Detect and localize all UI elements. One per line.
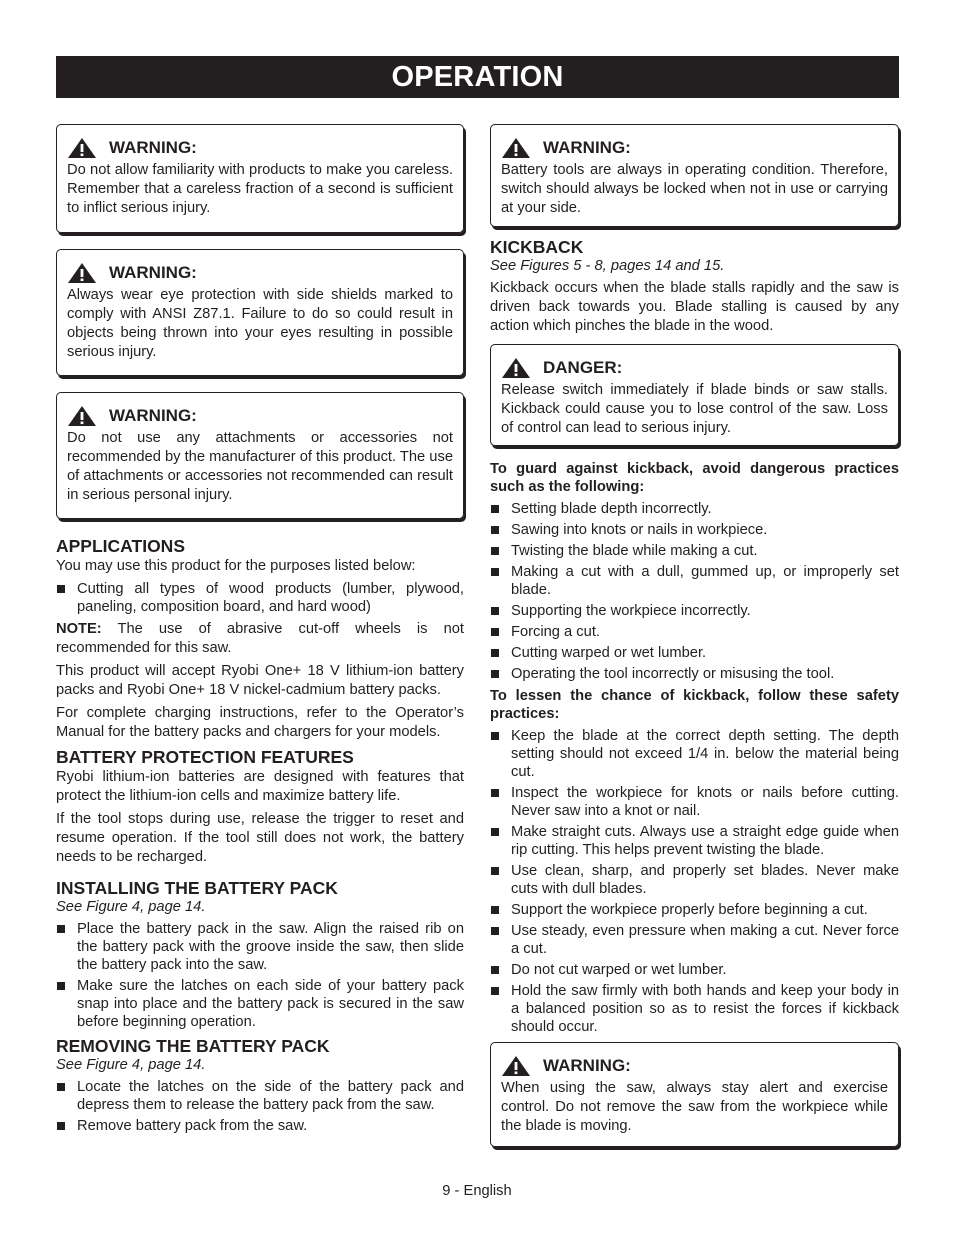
bullet-square-icon <box>57 1122 65 1130</box>
warning-header <box>501 1055 888 1077</box>
kickback-heading: KICKBACK <box>490 237 584 257</box>
note-paragraph <box>56 620 464 658</box>
list-item <box>490 563 899 599</box>
list-item <box>56 920 464 974</box>
applications-heading: APPLICATIONS <box>56 536 185 556</box>
list-item-text: Supporting the workpiece incorrectly. <box>511 603 751 619</box>
list-item <box>56 977 464 1031</box>
danger-label: DANGER: <box>543 358 623 377</box>
bullet-square-icon <box>491 828 499 836</box>
bullet-square-icon <box>57 1083 65 1091</box>
warning-triangle-icon <box>67 137 97 159</box>
warning-box <box>490 124 899 227</box>
warning-box <box>490 1042 899 1147</box>
warning-label: WARNING: <box>543 138 631 157</box>
lessen-heading: To lessen the chance of kickback, follow these safety practices: <box>490 688 899 722</box>
warning-label: WARNING: <box>109 263 197 282</box>
charging-paragraph: For complete charging instructions, refer to the Operator’s Manual for the battery packs and chargers for your models. <box>56 705 464 740</box>
warning-label: WARNING: <box>543 1056 631 1075</box>
kickback-see-figure: See Figures 5 - 8, pages 14 and 15. <box>490 258 725 274</box>
warning-box <box>56 249 464 376</box>
warning-label: WARNING: <box>109 138 197 157</box>
bullet-square-icon <box>491 867 499 875</box>
list-item-text: Setting blade depth incorrectly. <box>511 501 712 517</box>
warning-text: Do not allow familiarity with products to make you careless. Remember that a careless fraction of a second is sufficient to inflict serious injury. <box>67 162 453 216</box>
lessen-list <box>490 727 899 1036</box>
list-item-text: Cutting all types of wood products (lumber, plywood, paneling, composition board, and hard wood) <box>77 581 464 615</box>
list-item <box>490 521 899 539</box>
warning-text: When using the saw, always stay alert and exercise control. Do not remove the saw from the workpiece while the blade is moving. <box>501 1080 888 1134</box>
list-item <box>490 961 899 979</box>
list-item-text: Keep the blade at the correct depth setting. The depth setting should not exceed 1/4 in. below the material being cut. <box>511 728 899 780</box>
applications-list <box>56 580 464 616</box>
installing-heading: INSTALLING THE BATTERY PACK <box>56 878 338 898</box>
list-item-text: Hold the saw firmly with both hands and keep your body in a balanced position so as to resist the forces if kickback should occur. <box>511 983 899 1035</box>
bullet-square-icon <box>491 628 499 636</box>
note-label: NOTE: <box>56 621 102 637</box>
warning-header <box>67 405 453 427</box>
bullet-square-icon <box>491 906 499 914</box>
bullet-square-icon <box>491 568 499 576</box>
warning-text: Always wear eye protection with side shields marked to comply with ANSI Z87.1. Failure to do so could result in objects being thrown into your eyes resulting in possible serious injury. <box>67 287 453 360</box>
list-item <box>490 644 899 662</box>
warning-text: Do not use any attachments or accessories not recommended by the manufacturer of this product. The use of attachments or accessories not recommended can result in serious personal injury. <box>67 430 453 503</box>
installing-see-figure: See Figure 4, page 14. <box>56 899 206 915</box>
bullet-square-icon <box>491 987 499 995</box>
guard-heading: To guard against kickback, avoid dangerous practices such as the following: <box>490 461 899 495</box>
list-item <box>490 862 899 898</box>
list-item <box>490 623 899 641</box>
page-footer: 9 - English <box>442 1183 512 1199</box>
list-item <box>490 823 899 859</box>
list-item-text: Support the workpiece properly before beginning a cut. <box>511 902 868 918</box>
list-item <box>490 982 899 1036</box>
list-item-text: Use steady, even pressure when making a cut. Never force a cut. <box>511 923 899 957</box>
warning-box <box>56 124 464 233</box>
list-item-text: Operating the tool incorrectly or misusing the tool. <box>511 666 835 682</box>
installing-list <box>56 920 464 1031</box>
bullet-square-icon <box>491 505 499 513</box>
right-column <box>490 124 899 1163</box>
bullet-square-icon <box>491 966 499 974</box>
warning-triangle-icon <box>501 1055 531 1077</box>
list-item <box>490 727 899 781</box>
list-item-text: Making a cut with a dull, gummed up, or improperly set blade. <box>511 564 899 598</box>
warning-triangle-icon <box>67 405 97 427</box>
bullet-square-icon <box>491 607 499 615</box>
list-item-text: Forcing a cut. <box>511 624 600 640</box>
bullet-square-icon <box>491 789 499 797</box>
battery-protection-para2: If the tool stops during use, release the trigger to reset and resume operation. If the tool still does not work, the battery needs to be recharged. <box>56 811 464 865</box>
list-item <box>490 602 899 620</box>
list-item-text: Place the battery pack in the saw. Align the raised rib on the battery pack with the groove inside the saw, then slide the battery pack into the saw. <box>77 921 464 973</box>
kickback-paragraph: Kickback occurs when the blade stalls rapidly and the saw is driven back towards you. Blade stalling is caused by any action which pinches the blade in the wood. <box>490 280 899 334</box>
list-item <box>490 922 899 958</box>
removing-heading: REMOVING THE BATTERY PACK <box>56 1036 330 1056</box>
list-item-text: Do not cut warped or wet lumber. <box>511 962 727 978</box>
bullet-square-icon <box>491 732 499 740</box>
bullet-square-icon <box>491 547 499 555</box>
list-item <box>56 580 464 616</box>
bullet-square-icon <box>57 982 65 990</box>
bullet-square-icon <box>57 585 65 593</box>
list-item-text: Sawing into knots or nails in workpiece. <box>511 522 768 538</box>
bullet-square-icon <box>491 927 499 935</box>
list-item <box>490 901 899 919</box>
bullet-square-icon <box>491 649 499 657</box>
list-item <box>490 665 899 683</box>
warning-header <box>67 137 453 159</box>
warning-header <box>501 137 888 159</box>
list-item-text: Make sure the latches on each side of your battery pack snap into place and the battery pack is secured in the saw before beginning operation. <box>77 978 464 1030</box>
list-item-text: Remove battery pack from the saw. <box>77 1118 308 1134</box>
list-item-text: Cutting warped or wet lumber. <box>511 645 707 661</box>
list-item <box>490 784 899 820</box>
applications-intro: You may use this product for the purposes listed below: <box>56 558 416 574</box>
list-item-text: Use clean, sharp, and properly set blades. Never make cuts with dull blades. <box>511 863 899 897</box>
list-item-text: Locate the latches on the side of the battery pack and depress them to release the battery pack from the saw. <box>77 1079 464 1113</box>
list-item <box>490 542 899 560</box>
battery-protection-para1: Ryobi lithium-ion batteries are designed with features that protect the lithium-ion cells and maximize battery life. <box>56 769 464 804</box>
removing-list <box>56 1078 464 1135</box>
warning-header <box>67 262 453 284</box>
removing-see-figure: See Figure 4, page 14. <box>56 1057 206 1073</box>
list-item <box>490 500 899 518</box>
list-item <box>56 1078 464 1114</box>
warning-text: Battery tools are always in operating condition. Therefore, switch should always be locked when not in use or carrying at your side. <box>501 162 888 216</box>
danger-text: Release switch immediately if blade binds or saw stalls. Kickback could cause you to lose control of the saw. Loss of control can lead to serious injury. <box>501 382 888 436</box>
danger-header <box>501 357 888 379</box>
guard-list <box>490 500 899 683</box>
note-text: The use of abrasive cut-off wheels is not recommended for this saw. <box>56 621 464 656</box>
list-item-text: Twisting the blade while making a cut. <box>511 543 758 559</box>
battery-protection-heading: BATTERY PROTECTION FEATURES <box>56 747 354 767</box>
warning-triangle-icon <box>501 137 531 159</box>
warning-label: WARNING: <box>109 406 197 425</box>
bullet-square-icon <box>491 526 499 534</box>
warning-triangle-icon <box>501 357 531 379</box>
danger-box <box>490 344 899 446</box>
list-item-text: Inspect the workpiece for knots or nails before cutting. Never saw into a knot or nail. <box>511 785 899 819</box>
list-item-text: Make straight cuts. Always use a straight edge guide when rip cutting. This helps prevent twisting the blade. <box>511 824 899 858</box>
page-title: OPERATION <box>56 56 899 98</box>
left-column <box>56 124 464 1139</box>
battery-compat-paragraph: This product will accept Ryobi One+ 18 V lithium-ion battery packs and Ryobi One+ 18 V nickel-cadmium battery packs. <box>56 663 464 698</box>
warning-triangle-icon <box>67 262 97 284</box>
bullet-square-icon <box>491 670 499 678</box>
list-item <box>56 1117 464 1135</box>
warning-box <box>56 392 464 519</box>
bullet-square-icon <box>57 925 65 933</box>
